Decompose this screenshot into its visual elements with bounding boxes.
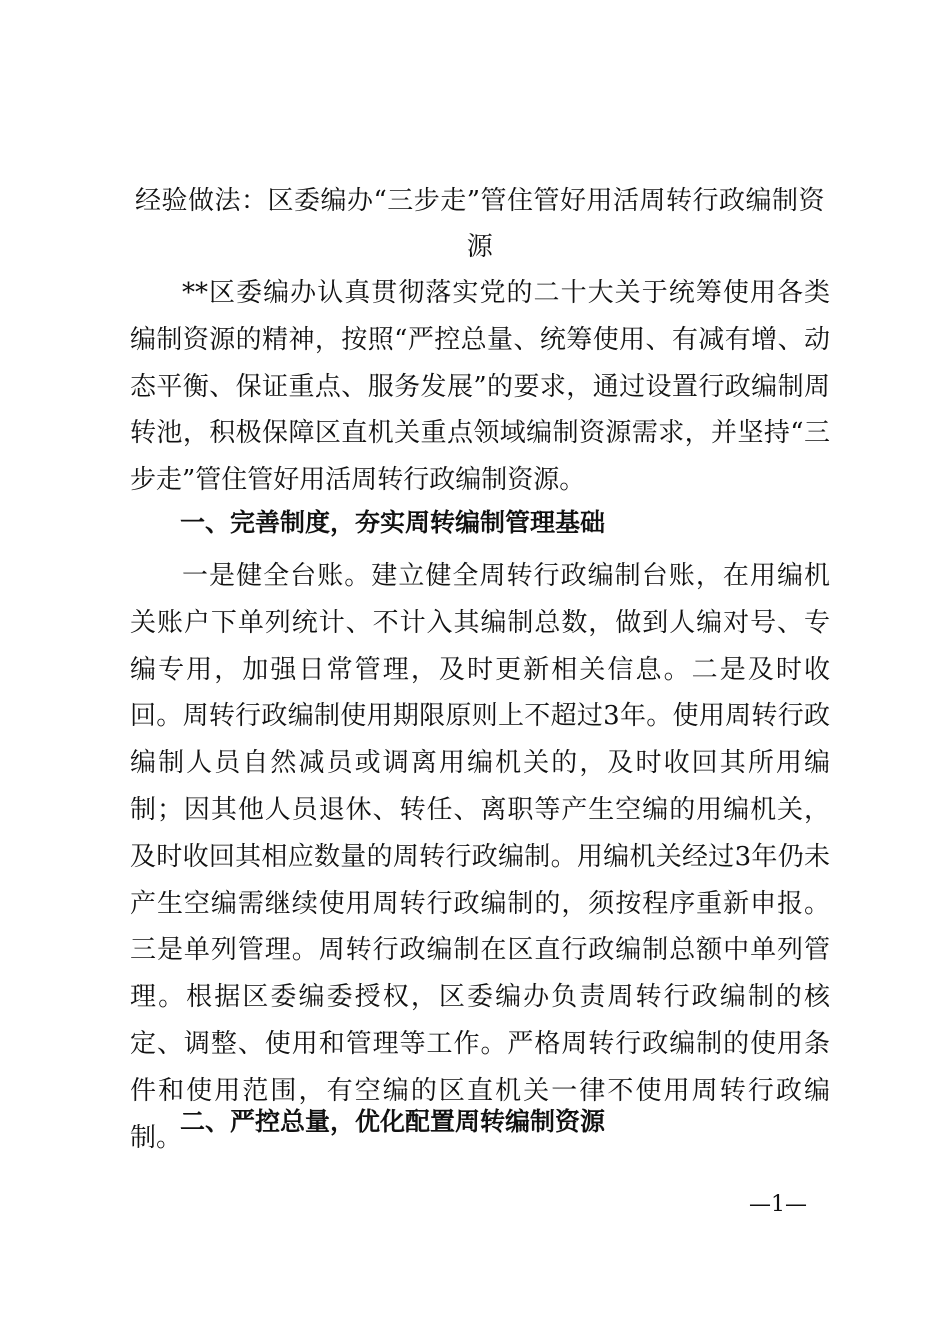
document-title: 经验做法：区委编办“三步走”管住管好用活周转行政编制资源 <box>134 186 826 262</box>
section-1-paragraph: 一是健全台账。建立健全周转行政编制台账，在用编机关账户下单列统计、不计入其编制总数，做到人编对号、专编专用，加强日常管理，及时更新相关信息。二是及时收回。周转行政编制使用期限原则上不超过3年。使用周转行政编制人员自然减员或调离用编机关的，及时收回其所用编制；因其他人员退休、转任、离职等产生空编的用编机关，及时收回其相应数量的周转行政编制。用编机关经过3年仍未产生空编需继续使用周转行政编制的，须按程序重新申报。三是单列管理。周转行政编制在区直行政编制总额中单列管理。根据区委编委授权，区委编办负责周转行政编制的核定、调整、使用和管理等工作。严格周转行政编制的使用条件和使用范围，有空编的区直机关一律不使用周转行政编制。 <box>130 561 830 1153</box>
intro-paragraph: **区委编办认真贯彻落实党的二十大关于统筹使用各类编制资源的精神，按照“严控总量、统筹使用、有减有增、动态平衡、保证重点、服务发展”的要求，通过设置行政编制周转池，积极保障区直机关重点领域编制资源需求，并坚持“三步走”管住管好用活周转行政编制资源。 <box>130 278 830 496</box>
section-heading-1: 一、完善制度，夯实周转编制管理基础 <box>180 508 606 537</box>
page-number: —1— <box>749 1192 807 1217</box>
section-heading-2: 二、严控总量，优化配置周转编制资源 <box>180 1107 606 1136</box>
